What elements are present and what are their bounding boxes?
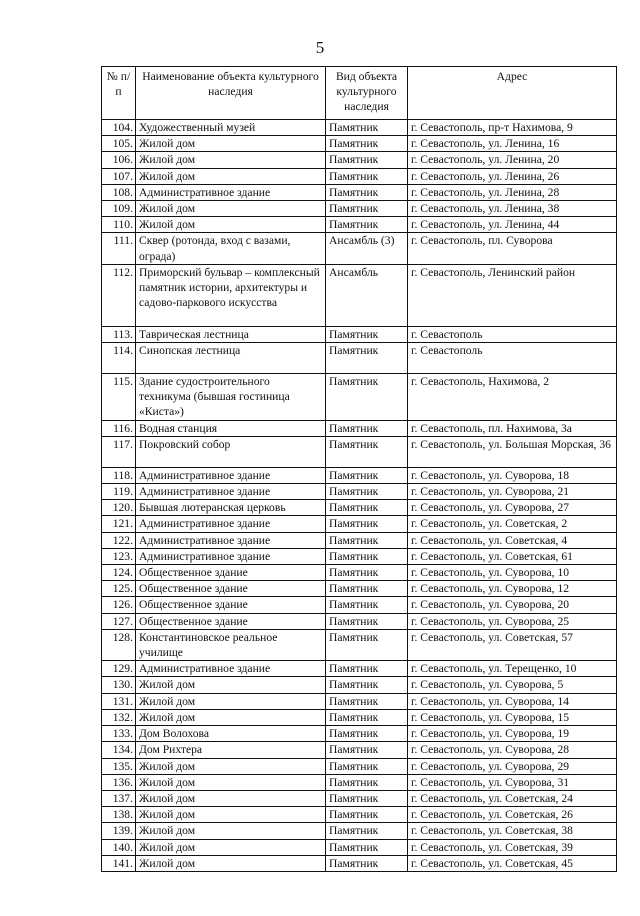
cell-address: г. Севастополь, ул. Советская, 61 <box>408 548 617 564</box>
table-row <box>102 758 617 774</box>
cell-type: Памятник <box>326 436 408 467</box>
cell-name: Водная станция <box>136 420 326 436</box>
table-row <box>102 661 617 677</box>
cell-address: г. Севастополь, ул. Суворова, 19 <box>408 726 617 742</box>
cell-number: 107. <box>102 168 136 184</box>
cell-address: г. Севастополь, ул. Суворова, 18 <box>408 467 617 483</box>
cell-type: Памятник <box>326 484 408 500</box>
cell-type: Памятник <box>326 709 408 725</box>
cell-number: 131. <box>102 693 136 709</box>
cell-name: Административное здание <box>136 184 326 200</box>
table-row <box>102 548 617 564</box>
cell-address: г. Севастополь, ул. Ленина, 16 <box>408 136 617 152</box>
cell-address: г. Севастополь, ул. Советская, 2 <box>408 516 617 532</box>
cell-address: г. Севастополь, Ленинский район <box>408 264 617 326</box>
cell-number: 128. <box>102 629 136 660</box>
header-address: Адрес <box>408 67 617 120</box>
cell-address: г. Севастополь, ул. Ленина, 44 <box>408 217 617 233</box>
cell-number: 130. <box>102 677 136 693</box>
header-type: Вид объекта культурного наследия <box>326 67 408 120</box>
cell-name: Жилой дом <box>136 136 326 152</box>
cell-address: г. Севастополь, ул. Суворова, 27 <box>408 500 617 516</box>
cell-number: 139. <box>102 823 136 839</box>
table-row <box>102 629 617 660</box>
table-row <box>102 839 617 855</box>
cell-address: г. Севастополь, ул. Большая Морская, 36 <box>408 436 617 467</box>
cell-type: Памятник <box>326 855 408 871</box>
cell-address: г. Севастополь, ул. Ленина, 28 <box>408 184 617 200</box>
cell-type: Памятник <box>326 374 408 421</box>
cell-name: Административное здание <box>136 661 326 677</box>
cell-name: Административное здание <box>136 516 326 532</box>
table-row <box>102 742 617 758</box>
table-row <box>102 152 617 168</box>
cell-address: г. Севастополь, ул. Суворова, 21 <box>408 484 617 500</box>
cell-type: Памятник <box>326 500 408 516</box>
cell-type: Памятник <box>326 467 408 483</box>
cell-type: Памятник <box>326 516 408 532</box>
table-row <box>102 677 617 693</box>
cell-address: г. Севастополь, ул. Суворова, 14 <box>408 693 617 709</box>
cell-address: г. Севастополь, ул. Ленина, 26 <box>408 168 617 184</box>
cell-address: г. Севастополь <box>408 326 617 342</box>
table-row <box>102 516 617 532</box>
cell-name: Общественное здание <box>136 597 326 613</box>
cell-number: 112. <box>102 264 136 326</box>
cell-type: Памятник <box>326 661 408 677</box>
cell-type: Памятник <box>326 420 408 436</box>
cell-type: Памятник <box>326 565 408 581</box>
cell-type: Памятник <box>326 742 408 758</box>
cell-name: Общественное здание <box>136 565 326 581</box>
heritage-objects-table <box>101 66 617 872</box>
table-row <box>102 500 617 516</box>
table-row <box>102 774 617 790</box>
cell-name: Жилой дом <box>136 774 326 790</box>
table-row <box>102 709 617 725</box>
page-number: 5 <box>315 38 325 57</box>
table-row <box>102 326 617 342</box>
cell-address: г. Севастополь, ул. Ленина, 38 <box>408 201 617 217</box>
cell-type: Памятник <box>326 217 408 233</box>
table-row <box>102 264 617 326</box>
cell-type: Памятник <box>326 823 408 839</box>
cell-name: Дом Волохова <box>136 726 326 742</box>
cell-number: 141. <box>102 855 136 871</box>
cell-type: Памятник <box>326 532 408 548</box>
cell-address: г. Севастополь, ул. Советская, 57 <box>408 629 617 660</box>
cell-name: Жилой дом <box>136 790 326 806</box>
cell-name: Синопская лестница <box>136 343 326 374</box>
cell-number: 106. <box>102 152 136 168</box>
header-number: № п/п <box>102 67 136 120</box>
table-header-row <box>102 67 617 120</box>
cell-number: 119. <box>102 484 136 500</box>
cell-name: Жилой дом <box>136 709 326 725</box>
cell-address: г. Севастополь, ул. Суворова, 25 <box>408 613 617 629</box>
cell-name: Административное здание <box>136 484 326 500</box>
cell-type: Памятник <box>326 790 408 806</box>
cell-number: 123. <box>102 548 136 564</box>
cell-address: г. Севастополь, пр-т Нахимова, 9 <box>408 120 617 136</box>
cell-address: г. Севастополь, пл. Нахимова, 3а <box>408 420 617 436</box>
table-row <box>102 420 617 436</box>
table-row <box>102 484 617 500</box>
cell-number: 125. <box>102 581 136 597</box>
cell-number: 115. <box>102 374 136 421</box>
cell-number: 121. <box>102 516 136 532</box>
cell-number: 126. <box>102 597 136 613</box>
table-row <box>102 136 617 152</box>
cell-name: Общественное здание <box>136 581 326 597</box>
cell-type: Ансамбль <box>326 264 408 326</box>
cell-name: Сквер (ротонда, вход с вазами, ограда) <box>136 233 326 264</box>
table-row <box>102 201 617 217</box>
cell-number: 113. <box>102 326 136 342</box>
cell-address: г. Севастополь, ул. Суворова, 28 <box>408 742 617 758</box>
table-row <box>102 581 617 597</box>
cell-number: 133. <box>102 726 136 742</box>
cell-number: 136. <box>102 774 136 790</box>
cell-type: Памятник <box>326 326 408 342</box>
cell-type: Памятник <box>326 807 408 823</box>
cell-type: Памятник <box>326 774 408 790</box>
cell-number: 120. <box>102 500 136 516</box>
table-row <box>102 467 617 483</box>
cell-number: 114. <box>102 343 136 374</box>
cell-name: Общественное здание <box>136 613 326 629</box>
cell-number: 124. <box>102 565 136 581</box>
cell-name: Жилой дом <box>136 758 326 774</box>
cell-address: г. Севастополь, Нахимова, 2 <box>408 374 617 421</box>
cell-number: 116. <box>102 420 136 436</box>
cell-number: 122. <box>102 532 136 548</box>
cell-number: 110. <box>102 217 136 233</box>
cell-address: г. Севастополь, ул. Советская, 45 <box>408 855 617 871</box>
cell-number: 127. <box>102 613 136 629</box>
cell-number: 129. <box>102 661 136 677</box>
cell-number: 137. <box>102 790 136 806</box>
cell-address: г. Севастополь, ул. Суворова, 12 <box>408 581 617 597</box>
table-row <box>102 790 617 806</box>
cell-type: Памятник <box>326 613 408 629</box>
cell-type: Памятник <box>326 839 408 855</box>
cell-name: Покровский собор <box>136 436 326 467</box>
cell-name: Жилой дом <box>136 168 326 184</box>
table-row <box>102 120 617 136</box>
cell-type: Памятник <box>326 597 408 613</box>
cell-type: Памятник <box>326 758 408 774</box>
cell-type: Памятник <box>326 343 408 374</box>
cell-address: г. Севастополь, ул. Суворова, 5 <box>408 677 617 693</box>
cell-name: Административное здание <box>136 467 326 483</box>
cell-type: Памятник <box>326 168 408 184</box>
cell-name: Жилой дом <box>136 823 326 839</box>
cell-address: г. Севастополь, ул. Суворова, 10 <box>408 565 617 581</box>
cell-address: г. Севастополь, ул. Советская, 4 <box>408 532 617 548</box>
header-name: Наименование объекта культурного наследия <box>136 67 326 120</box>
cell-type: Памятник <box>326 136 408 152</box>
cell-type: Памятник <box>326 120 408 136</box>
cell-address: г. Севастополь, пл. Суворова <box>408 233 617 264</box>
cell-number: 135. <box>102 758 136 774</box>
table-row <box>102 823 617 839</box>
cell-name: Приморский бульвар – комплексный памятник истории, архитектуры и садово-паркового искусства <box>136 264 326 326</box>
table-row <box>102 233 617 264</box>
cell-name: Жилой дом <box>136 201 326 217</box>
cell-address: г. Севастополь, ул. Суворова, 29 <box>408 758 617 774</box>
cell-name: Жилой дом <box>136 839 326 855</box>
cell-name: Жилой дом <box>136 693 326 709</box>
table-row <box>102 613 617 629</box>
cell-type: Памятник <box>326 152 408 168</box>
cell-address: г. Севастополь, ул. Суворова, 15 <box>408 709 617 725</box>
cell-name: Жилой дом <box>136 677 326 693</box>
cell-address: г. Севастополь, ул. Терещенко, 10 <box>408 661 617 677</box>
cell-name: Административное здание <box>136 532 326 548</box>
cell-type: Памятник <box>326 184 408 200</box>
cell-type: Памятник <box>326 677 408 693</box>
table-row <box>102 565 617 581</box>
cell-address: г. Севастополь, ул. Ленина, 20 <box>408 152 617 168</box>
table-row <box>102 855 617 871</box>
cell-name: Жилой дом <box>136 152 326 168</box>
table-row <box>102 532 617 548</box>
cell-name: Жилой дом <box>136 217 326 233</box>
table-row <box>102 168 617 184</box>
cell-address: г. Севастополь, ул. Суворова, 31 <box>408 774 617 790</box>
cell-type: Памятник <box>326 726 408 742</box>
cell-number: 117. <box>102 436 136 467</box>
table-row <box>102 597 617 613</box>
cell-address: г. Севастополь, ул. Советская, 26 <box>408 807 617 823</box>
cell-number: 118. <box>102 467 136 483</box>
cell-name: Жилой дом <box>136 807 326 823</box>
cell-type: Ансамбль (3) <box>326 233 408 264</box>
cell-name: Здание судостроительного техникума (бывшая гостиница «Киста») <box>136 374 326 421</box>
cell-number: 132. <box>102 709 136 725</box>
cell-number: 109. <box>102 201 136 217</box>
table-row <box>102 436 617 467</box>
cell-address: г. Севастополь <box>408 343 617 374</box>
cell-type: Памятник <box>326 693 408 709</box>
cell-type: Памятник <box>326 201 408 217</box>
table-row <box>102 726 617 742</box>
cell-number: 134. <box>102 742 136 758</box>
table-row <box>102 693 617 709</box>
cell-name: Художественный музей <box>136 120 326 136</box>
cell-type: Памятник <box>326 629 408 660</box>
table-row <box>102 343 617 374</box>
cell-name: Константиновское реальное училище <box>136 629 326 660</box>
table-row <box>102 217 617 233</box>
cell-number: 140. <box>102 839 136 855</box>
cell-address: г. Севастополь, ул. Советская, 39 <box>408 839 617 855</box>
table-row <box>102 374 617 421</box>
cell-type: Памятник <box>326 548 408 564</box>
cell-name: Таврическая лестница <box>136 326 326 342</box>
table-row <box>102 807 617 823</box>
cell-address: г. Севастополь, ул. Советская, 24 <box>408 790 617 806</box>
cell-number: 104. <box>102 120 136 136</box>
cell-name: Бывшая лютеранская церковь <box>136 500 326 516</box>
cell-type: Памятник <box>326 581 408 597</box>
cell-address: г. Севастополь, ул. Суворова, 20 <box>408 597 617 613</box>
cell-name: Административное здание <box>136 548 326 564</box>
cell-address: г. Севастополь, ул. Советская, 38 <box>408 823 617 839</box>
table-body <box>102 120 617 872</box>
cell-number: 111. <box>102 233 136 264</box>
cell-number: 105. <box>102 136 136 152</box>
table-row <box>102 184 617 200</box>
cell-number: 138. <box>102 807 136 823</box>
cell-name: Жилой дом <box>136 855 326 871</box>
cell-number: 108. <box>102 184 136 200</box>
cell-name: Дом Рихтера <box>136 742 326 758</box>
